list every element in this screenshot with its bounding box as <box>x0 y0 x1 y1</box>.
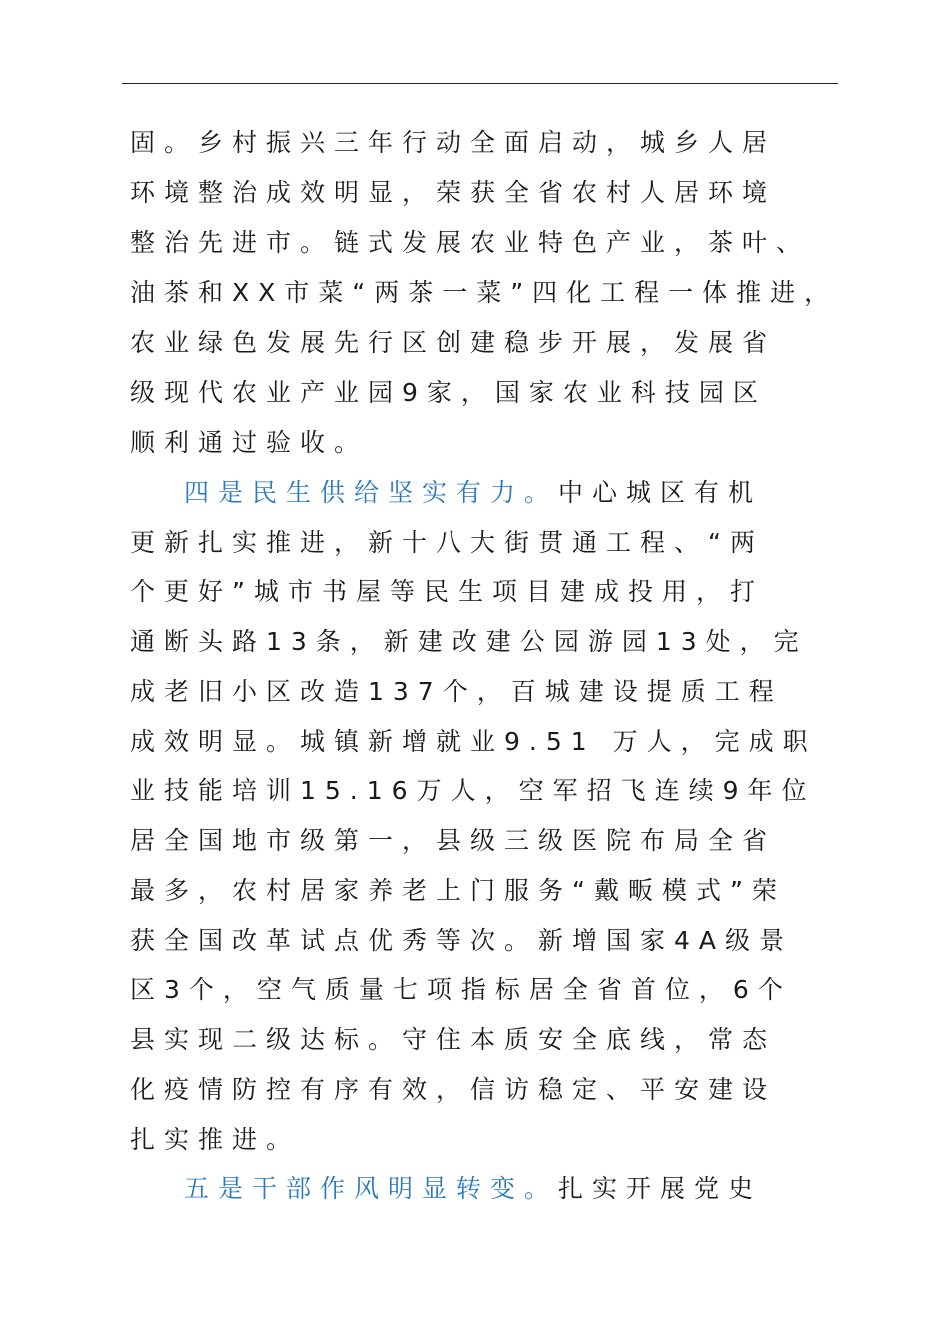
text-line: 级现代农业产业园9家，国家农业科技园区 <box>130 378 767 407</box>
section-heading: 五是干部作风明显转变。 <box>184 1174 559 1203</box>
text-line: 成老旧小区改造137个，百城建设提质工程 <box>130 677 783 706</box>
text-run: 扎实开展党史 <box>558 1174 763 1203</box>
text-line: 区3个，空气质量七项指标居全省首位，6个 <box>130 975 792 1004</box>
text-line: 居全国地市级第一，县级三级医院布局全省 <box>130 826 777 855</box>
text-line: 获全国改革试点优秀等次。新增国家4A级景 <box>130 926 794 955</box>
section-heading: 四是民生供给坚实有力。 <box>184 478 559 507</box>
text-run: 中心城区有机 <box>558 478 763 507</box>
text-line: 更新扎实推进，新十八大街贯通工程、“两 <box>130 528 764 557</box>
text-line: 油茶和XX市菜“两茶一菜”四化工程一体推进， <box>130 278 839 307</box>
header-rule <box>122 83 838 84</box>
text-line: 通断头路13条，新建改建公园游园13处，完 <box>130 627 808 656</box>
text-line: 化疫情防控有序有效，信访稳定、平安建设 <box>130 1075 777 1104</box>
text-line: 整治先进市。链式发展农业特色产业，茶叶、 <box>130 228 811 257</box>
text-line: 顺利通过验收。 <box>130 428 369 457</box>
text-line: 农业绿色发展先行区创建稳步开展，发展省 <box>130 328 777 357</box>
text-line: 县实现二级达标。守住本质安全底线，常态 <box>130 1025 777 1054</box>
text-line: 成效明显。城镇新增就业9.51 万人，完成职 <box>130 727 817 756</box>
paragraph-start-line <box>184 1174 820 1204</box>
text-line: 固。乡村振兴三年行动全面启动，城乡人居 <box>130 128 777 157</box>
text-line: 扎实推进。 <box>130 1125 301 1154</box>
paragraph-start-line <box>184 478 820 508</box>
text-line: 个更好”城市书屋等民生项目建成投用，打 <box>130 577 764 606</box>
text-line: 业技能培训15.16万人，空军招飞连续9年位 <box>130 776 816 805</box>
text-line: 环境整治成效明显，荣获全省农村人居环境 <box>130 178 777 207</box>
text-line: 最多，农村居家养老上门服务“戴畈模式”荣 <box>130 876 786 905</box>
